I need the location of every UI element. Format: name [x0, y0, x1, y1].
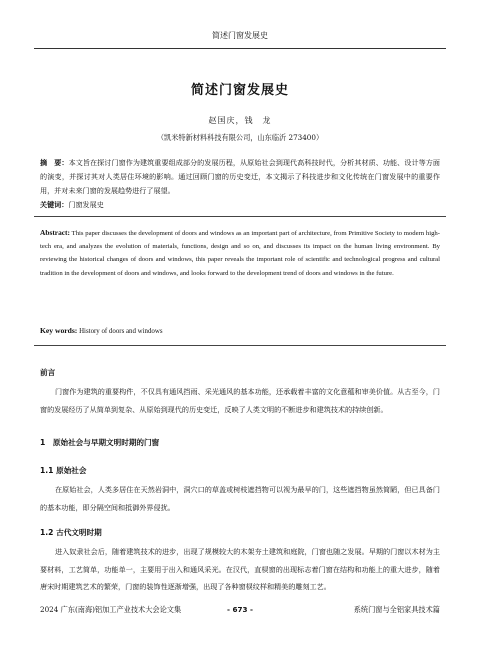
abstract-en-text: This paper discusses the development of doors and windows as an important part of architecture, from Primitive Society to modern high-tech era, and analyzes the evolution of materials, functions, design and so on, and discusses its impact on the human living environment. By reviewing the historical changes of doors and windows, this paper reveals the important role of scientific and technological progress and cultural tradition in the development of doors and windows, and looks forward to the development trend of doors and windows in the future. [40, 230, 440, 277]
paper-title: 简述门窗发展史 [190, 83, 289, 98]
footer-proceedings: 2024 广东(南海)铝加工产业技术大会论文集 [40, 605, 182, 614]
keywords-cn [40, 200, 440, 210]
keywords-en [40, 326, 440, 335]
keywords-en-text: History of doors and windows [79, 328, 163, 335]
abstract-divider-top [34, 216, 446, 217]
keywords-cn-label: 关键词： [40, 200, 69, 209]
section-1-1-paragraph: 在原始社会，人类多居住在天然岩洞中，洞穴口的草盖或树枝遮挡物可以视为最早的门，这些遮挡物虽然简陋，但已具备门的基本功能，即分隔空间和抵御外界侵扰。 [40, 485, 440, 512]
abstract-divider-bottom [34, 345, 446, 346]
footer-section: 系统门窗与全铝家具技术篇 [353, 605, 440, 614]
abstract-cn [40, 156, 440, 197]
keywords-en-label: Key words: [40, 326, 78, 335]
abstract-en [40, 226, 440, 280]
running-head: 简述门窗发展史 [212, 31, 268, 40]
abstract-cn-label: 摘 要： [40, 158, 69, 167]
section-1-heading: 1 原始社会与早期文明时期的门窗 [40, 438, 160, 447]
preface-paragraph: 门窗作为建筑的重要构件，不仅具有通风挡雨、采光通风的基本功能，还承载着丰富的文化意蕴和审美价值。从古至今，门窗的发展经历了从简单到复杂、从原始到现代的历史变迁，反映了人类文明的不断进步和建筑技术的持续创新。 [40, 387, 440, 414]
authors: 赵国庆，钱 龙 [208, 116, 272, 125]
preface-heading: 前言 [40, 368, 56, 377]
keywords-cn-text: 门窗发展史 [68, 200, 104, 209]
section-1-2-paragraph: 进入奴隶社会后，随着建筑技术的进步，出现了规模较大的木架夯土建筑和庭院，门窗也随之发展。早期的门窗以木材为主要材料，工艺简单，功能单一，主要用于出入和通风采光。在汉代，直棂窗的出现标志着门窗在结构和功能上的重大进步，随着唐宋时期建筑艺术的繁荣，门窗的装饰性逐渐增强，出现了各种窗棂纹样和精美的雕刻工艺。 [40, 547, 440, 591]
section-1-1-heading: 1.1 原始社会 [40, 466, 87, 475]
section-1-2-heading: 1.2 古代文明时期 [40, 528, 102, 537]
abstract-en-label: Abstract: [40, 228, 70, 237]
header-rule [34, 48, 446, 49]
footer-page-number: - 673 - [227, 605, 253, 614]
abstract-cn-text: 本文旨在探讨门窗作为建筑重要组成部分的发展历程，从原始社会到现代高科技时代，分析其材质、功能、设计等方面的演变，并探讨其对人类居住环境的影响。通过回顾门窗的历史变迁，本文揭示了科技进步和文化传统在门窗发展中的重要作用，并对未来门窗的发展趋势进行了展望。 [40, 158, 440, 195]
affiliation: （凯米特新材料科技有限公司，山东临沂 273400） [156, 133, 324, 142]
